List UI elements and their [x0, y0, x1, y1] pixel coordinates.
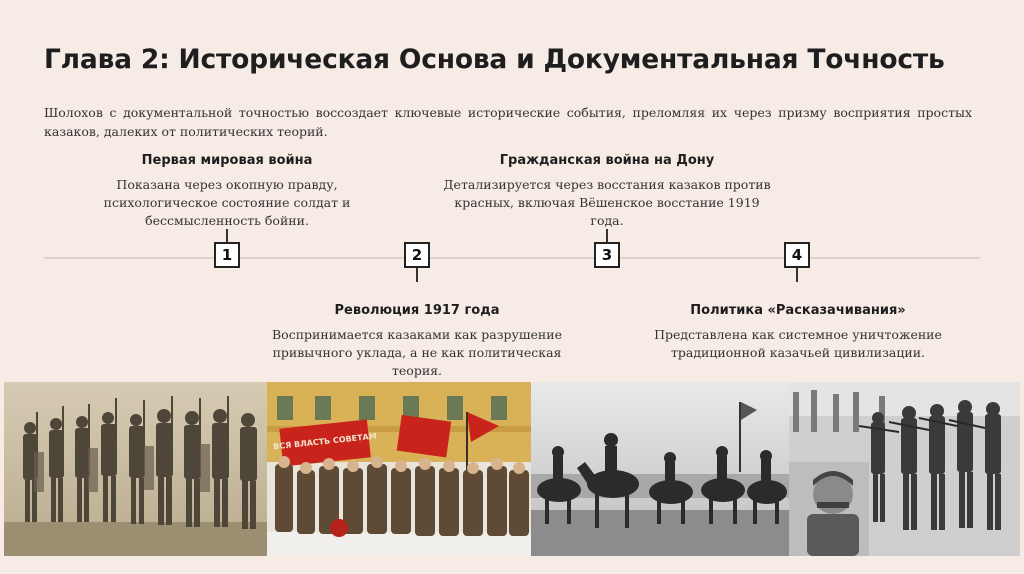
ww1-soldiers-photo: [4, 382, 267, 556]
timeline-stem: [226, 229, 228, 243]
timeline-stem: [796, 268, 798, 282]
intro-paragraph: Шолохов с документальной точностью воссоздает ключевые исторические события, преломляя их через призму восприятия простых казаков, далеких от политических теорий.: [44, 105, 972, 139]
event-title: Гражданская война на Дону: [499, 153, 715, 168]
cossack-cavalry-photo: [531, 382, 789, 556]
event-text: Детализируется через восстания казаков против красных, включая Вёшенское восстание 1919 года.: [443, 177, 771, 228]
timeline-marker-1: 1: [214, 242, 240, 268]
timeline-stem: [416, 268, 418, 282]
revolution-demonstration-photo: [267, 382, 531, 556]
event-decossackization: [648, 303, 948, 362]
event-title: Политика «Расказачивания»: [690, 303, 906, 318]
timeline-line: [44, 257, 980, 259]
event-text: Представлена как системное уничтожение традиционной казачьей цивилизации.: [654, 327, 942, 360]
banner-text: ВСЯ ВЛАСТЬ СОВЕТАМ: [272, 431, 378, 452]
timeline-marker-2: 2: [404, 242, 430, 268]
event-text: Показана через окопную правду, психологическое состояние солдат и бессмысленность бойни.: [103, 177, 351, 228]
timeline-marker-3: 3: [594, 242, 620, 268]
timeline-stem: [606, 229, 608, 243]
event-title: Революция 1917 года: [334, 303, 500, 318]
event-revolution: [262, 303, 572, 380]
timeline-marker-4: 4: [784, 242, 810, 268]
event-civil-war: [436, 153, 778, 230]
event-text: Воспринимается казаками как разрушение привычного уклада, а не как политическая теория.: [272, 327, 562, 378]
photo-strip: [4, 382, 1020, 556]
page-title: Глава 2: Историческая Основа и Документальная Точность: [44, 44, 945, 75]
decossackization-photo: [789, 382, 1020, 556]
event-ww1: [86, 153, 368, 230]
event-title: Первая мировая война: [141, 153, 313, 168]
